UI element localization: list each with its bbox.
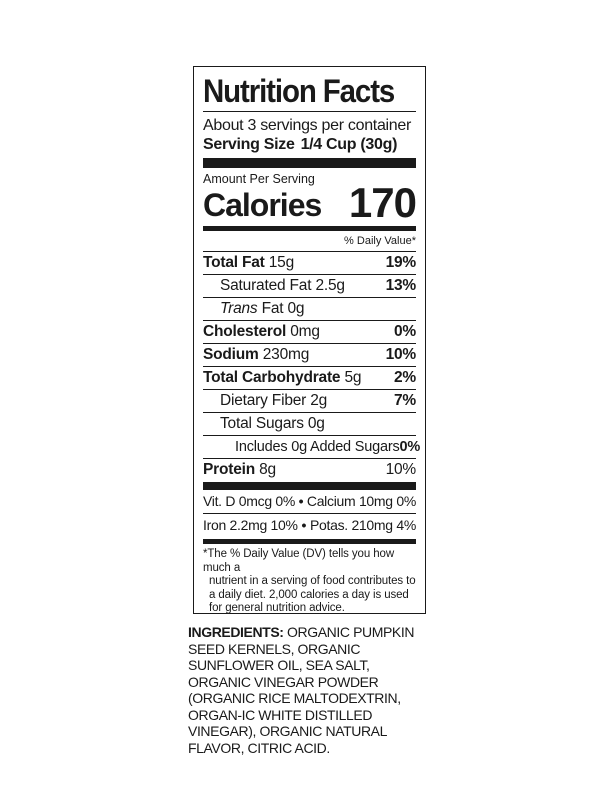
- ingredients-list: [188, 624, 433, 756]
- calories-value: 170: [348, 179, 416, 226]
- nutrient-row-dietary-fiber: Dietary Fiber 2g 7%: [203, 390, 416, 413]
- nutrient-row-added-sugars: Includes 0g Added Sugars 0%: [203, 436, 416, 459]
- nutrient-row-sodium: Sodium 230mg 10%: [203, 344, 416, 367]
- panel-title: Nutrition Facts: [203, 73, 395, 109]
- nutrient-row-trans-fat: Trans Fat 0g: [203, 298, 416, 321]
- thick-divider: [203, 482, 416, 490]
- amount-per-serving: Amount Per Serving: [203, 172, 315, 186]
- serving-size-value: 1/4 Cup (30g): [300, 136, 398, 153]
- ingredients-heading: INGREDIENTS:: [188, 624, 284, 640]
- thick-divider: [203, 158, 416, 168]
- nutrition-facts-panel: [193, 66, 426, 614]
- nutrient-row-cholesterol: Cholesterol 0mg 0%: [203, 321, 416, 344]
- nutrient-row-total-carbohydrate: Total Carbohydrate 5g 2%: [203, 367, 416, 390]
- ingredients-text: ORGANIC PUMPKIN SEED KERNELS, ORGANIC SUNFLOWER OIL, SEA SALT, ORGANIC VINEGAR POWDER (ORGANIC RICE MALTODEXTRIN, ORGAN-IC WHITE DISTILLED VINEGAR), ORGANIC NATURAL FLAVOR, CITRIC ACID.: [188, 624, 415, 756]
- servings-per-container: About 3 servings per container: [203, 117, 412, 134]
- nutrient-row-total-sugars: Total Sugars 0g: [203, 413, 416, 436]
- serving-size: [203, 135, 416, 154]
- nutrient-row-total-fat: Total Fat 15g 19%: [203, 252, 416, 275]
- daily-value-header: % Daily Value*: [203, 234, 416, 252]
- daily-value-footnote: *The % Daily Value (DV) tells you how much a nutrient in a serving of food contributes to a daily diet. 2,000 calories a day is used for general nutrition advice.: [203, 548, 416, 614]
- nutrient-row-saturated-fat: Saturated Fat 2.5g 13%: [203, 275, 416, 298]
- nutrient-row-protein: Protein 8g 10%: [203, 461, 416, 478]
- medium-divider: [203, 539, 416, 544]
- medium-divider: [203, 226, 416, 231]
- serving-size-label: Serving Size: [203, 136, 295, 153]
- divider: [203, 111, 416, 112]
- calories-label: Calories: [203, 187, 322, 223]
- vitamins-row-2: Iron 2.2mg 10% • Potas. 210mg 4%: [203, 517, 416, 533]
- vitamins-row-1: Vit. D 0mcg 0% • Calcium 10mg 0%: [203, 490, 416, 514]
